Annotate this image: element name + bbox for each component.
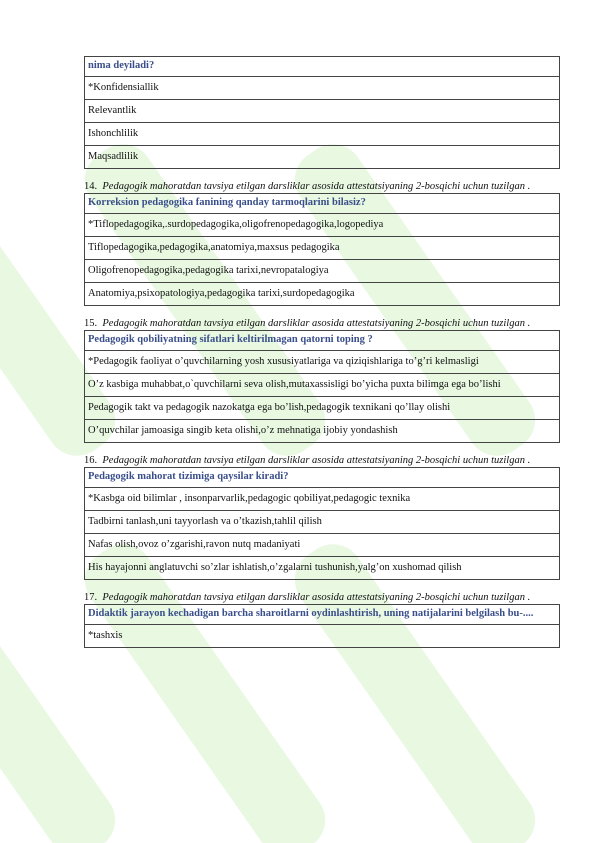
answer-option: Oligofrenopedagogika,pedagogika tarixi,nevropatalogiya: [85, 259, 559, 282]
question-block-13: [84, 56, 558, 169]
answer-option: *Tiflopedagogika,.surdopedagogika,oligofrenopedagogika,logopediya: [85, 213, 559, 236]
answer-option: O’quvchilar jamoasiga singib keta olishi,o’z mehnatiga ijobiy yondashish: [85, 419, 559, 442]
question-intro-text: Pedagogik mahoratdan tavsiya etilgan darsliklar asosida attestatsiyaning 2-bosqichi uchun tuzilgan .: [102, 181, 531, 192]
question-text: Didaktik jarayon kechadigan barcha sharoitlarni oydinlashtirish, uning natijalarini belgilash bu-....: [88, 608, 534, 619]
answer-option: Pedagogik takt va pedagogik nazokatga ega bo’lish,pedagogik texnikani qo’llay olishi: [85, 396, 559, 419]
question-block-16: [84, 455, 558, 580]
question-intro-text: Pedagogik mahoratdan tavsiya etilgan darsliklar asosida attestatsiyaning 2-bosqichi uchun tuzilgan .: [102, 318, 531, 329]
answer-option: *tashxis: [85, 624, 559, 647]
answer-option: Ishonchlilik: [85, 122, 559, 145]
question-intro-text: Pedagogik mahoratdan tavsiya etilgan darsliklar asosida attestatsiyaning 2-bosqichi uchun tuzilgan .: [102, 592, 531, 603]
question-block-15: [84, 318, 558, 443]
answer-option: *Kasbga oid bilimlar , insonparvarlik,pedagogic qobiliyat,pedagogic texnika: [85, 487, 559, 510]
question-intro-text: Pedagogik mahoratdan tavsiya etilgan darsliklar asosida attestatsiyaning 2-bosqichi uchun tuzilgan .: [102, 455, 531, 466]
question-intro: [84, 592, 558, 604]
question-intro: [84, 455, 558, 467]
answer-option: Tadbirni tanlash,uni tayyorlash va o’tkazish,tahlil qilish: [85, 510, 559, 533]
answer-option: O’z kasbiga muhabbat,o`quvchilarni seva olish,mutaxassisligi bo’yicha puxta bilimga ega bo’lishi: [85, 373, 559, 396]
answer-option: Maqsadlilik: [85, 145, 559, 168]
answer-option: Nafas olish,ovoz o’zgarishi,ravon nutq madaniyati: [85, 533, 559, 556]
question-table-14: [84, 193, 560, 306]
question-text: Pedagogik qobiliyatning sifatlari keltirilmagan qatorni toping ?: [88, 334, 373, 345]
question-number: 16.: [84, 455, 98, 466]
question-intro: [84, 318, 558, 330]
question-text: Korreksion pedagogika fanining qanday tarmoqlarini bilasiz?: [88, 197, 366, 208]
question-block-17: [84, 592, 558, 648]
question-table-13: [84, 56, 560, 169]
question-table-16: [84, 467, 560, 580]
question-table-17: [84, 604, 560, 648]
question-number: 17.: [84, 592, 98, 603]
answer-option: His hayajonni anglatuvchi so’zlar ishlatish,o’zgalarni tushunish,yalg’on xushomad qilish: [85, 556, 559, 579]
answer-option: *Pedagogik faoliyat o’quvchilarning yosh xususiyatlariga va qiziqishlariga to’g’ri kelmasligi: [85, 350, 559, 373]
question-text: nima deyiladi?: [88, 60, 155, 71]
answer-option: *Konfidensiallik: [85, 76, 559, 99]
question-number: 14.: [84, 181, 98, 192]
answer-option: Tiflopedagogika,pedagogika,anatomiya,maxsus pedagogika: [85, 236, 559, 259]
question-text: Pedagogik mahorat tizimiga qaysilar kiradi?: [88, 471, 289, 482]
answer-option: Anatomiya,psixopatologiya,pedagogika tarixi,surdopedagogika: [85, 282, 559, 305]
question-intro: [84, 181, 558, 193]
question-table-15: [84, 330, 560, 443]
question-number: 15.: [84, 318, 98, 329]
question-block-14: [84, 181, 558, 306]
answer-option: Relevantlik: [85, 99, 559, 122]
document-body: [84, 56, 558, 648]
